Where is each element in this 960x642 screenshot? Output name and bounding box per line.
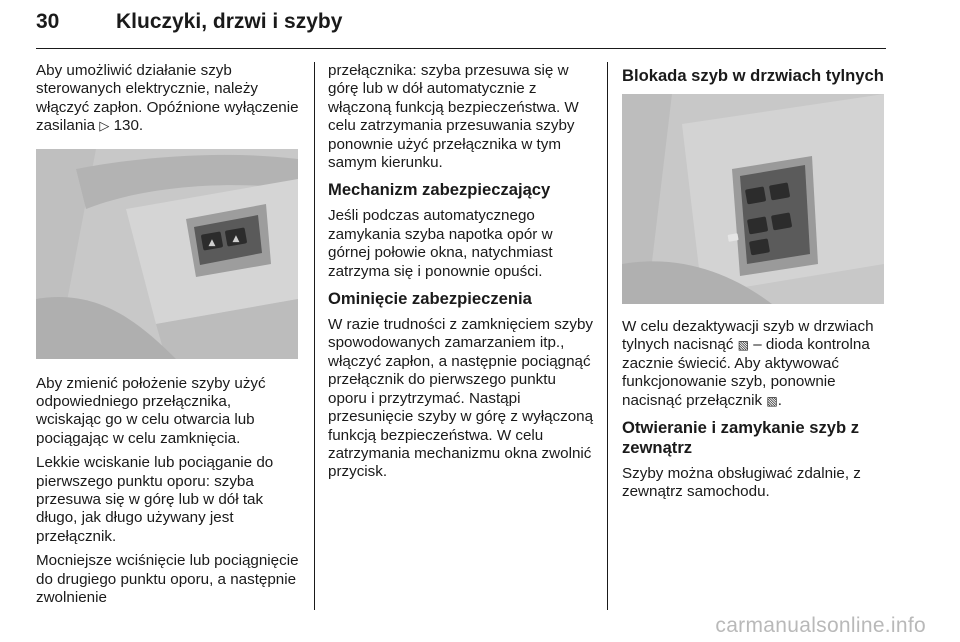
paragraph-text: W celu dezaktywacji szyb w drzwiach tylnych nacisnąć (622, 318, 874, 354)
svg-text:▲: ▲ (208, 237, 216, 248)
paragraph-text: – dioda kontrolna zacznie świecić. Aby aktywować funkcjonowanie szyb, ponownie nacisnąć przełącznik (622, 336, 870, 409)
paragraph (622, 318, 886, 410)
column-divider (607, 62, 608, 610)
subheading: Ominięcie zabezpieczenia (328, 289, 532, 309)
column-3 (622, 62, 886, 508)
paragraph: Lekkie wciskanie lub pociąganie do pierwszego punktu oporu: szyba przesuwa się w górę lub w dół tak długo, jak długo używany jest przełącznik. (36, 454, 274, 545)
subheading: Blokada szyb w drzwiach tylnych (622, 66, 884, 85)
paragraph-text: . (777, 391, 782, 409)
rear-window-lock-illustration (622, 94, 884, 304)
column-2 (328, 62, 596, 488)
rear-window-lock-illustration-graphic (622, 94, 884, 304)
ref-arrow-icon: ▷ (99, 118, 110, 134)
page-number: 30 (36, 10, 60, 33)
paragraph: Mocniejsze wciśnięcie lub pociągnięcie do drugiego punktu oporu, a następnie zwolnienie (36, 552, 299, 607)
paragraph: Aby zmienić położenie szyby użyć odpowiedniego przełącznika, wciskając go w celu otwarcia lub pociągając w celu zamknięcia. (36, 374, 266, 447)
window-lock-icon: ▧ (737, 338, 750, 353)
watermark: carmanualsonline.info (715, 614, 926, 637)
paragraph: przełącznika: szyba przesuwa się w górę lub w dół automatycznie z włączoną funkcją bezpieczeństwa. W celu zatrzymania przesuwania szyby ponownie użyć przełącznika w tym samym kierunku. (328, 62, 579, 172)
svg-text:▲: ▲ (232, 233, 240, 244)
window-lock-icon: ▧ (766, 393, 778, 408)
window-switch-illustration (36, 149, 298, 359)
paragraph-text: Aby umożliwić działanie szyb sterowanych elektrycznie, należy włączyć zapłon. Opóźnione wyłączenie zasilania (36, 62, 299, 135)
paragraph: Szyby można obsługiwać zdalnie, z zewnątrz samochodu. (622, 465, 861, 501)
column-divider (314, 62, 315, 610)
page-reference: 130. (113, 117, 144, 135)
subheading: Mechanizm zabezpieczający (328, 180, 551, 200)
paragraph (36, 62, 300, 136)
page-header (36, 2, 886, 49)
subheading: Otwieranie i zamykanie szyb z zewnątrz (622, 418, 860, 458)
column-1 (36, 62, 300, 614)
window-switch-illustration-graphic (36, 149, 298, 359)
paragraph: W razie trudności z zamknięciem szyby spowodowanych zamarzaniem itp., włączyć zapłon, a następnie pociągnąć przełącznik do pierwszego punktu oporu i przytrzymać. Nastąpi przesunięcie szyby w górę z wyłączoną funkcją bezpieczeństwa. W celu zatrzymania mechanizmu okna zwolnić przycisk. (328, 316, 594, 481)
section-title: Kluczyki, drzwi i szyby (116, 10, 343, 33)
paragraph: Jeśli podczas automatycznego zamykania szyba napotka opór w górnej połowie okna, natychmiast zatrzyma się i ponownie opuści. (328, 207, 553, 280)
